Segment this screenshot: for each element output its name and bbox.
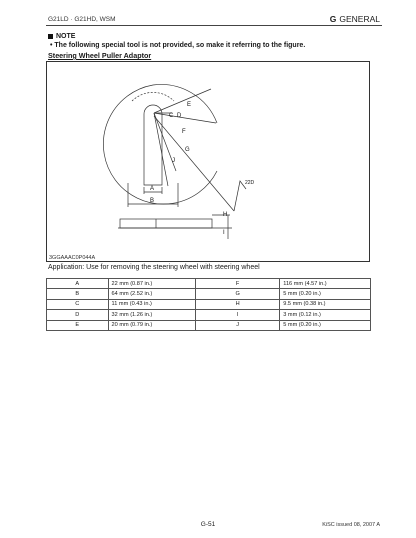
table-row bbox=[47, 299, 371, 309]
dim-value: 22 mm (0.87 in.) bbox=[108, 279, 195, 289]
application-text: Application: Use for removing the steering wheel with steering wheel bbox=[48, 264, 260, 271]
label-b: B bbox=[150, 198, 155, 204]
table-row bbox=[47, 320, 371, 330]
note-bullet bbox=[50, 42, 305, 49]
note-square-icon bbox=[48, 34, 53, 39]
dim-value: 20 mm (0.79 in.) bbox=[108, 320, 195, 330]
dim-key: G bbox=[196, 289, 280, 299]
note-title: NOTE bbox=[56, 33, 76, 40]
dim-value: 11 mm (0.43 in.) bbox=[108, 299, 195, 309]
table-row bbox=[47, 279, 371, 289]
dim-value: 3 mm (0.12 in.) bbox=[280, 310, 371, 320]
center-slot bbox=[144, 105, 162, 185]
dim-value: 32 mm (1.26 in.) bbox=[108, 310, 195, 320]
tool-title: Steering Wheel Puller Adaptor bbox=[48, 51, 152, 60]
figure-code: 3GGAAAC0P044A bbox=[49, 255, 96, 261]
header-rule bbox=[46, 25, 382, 26]
dim-value: 5 mm (0.20 in.) bbox=[280, 320, 371, 330]
dim-key: H bbox=[196, 299, 280, 309]
dim-value: 5 mm (0.20 in.) bbox=[280, 289, 371, 299]
label-j: J bbox=[172, 158, 175, 164]
dim-line-f bbox=[154, 113, 216, 123]
dim-value: 9.5 mm (0.38 in.) bbox=[280, 299, 371, 309]
bullet-dot-icon: • bbox=[50, 42, 53, 49]
dim-key: C bbox=[47, 299, 109, 309]
label-i: I bbox=[223, 230, 225, 236]
dim-key: E bbox=[47, 320, 109, 330]
label-h: H bbox=[223, 212, 228, 218]
dim-line-d bbox=[154, 116, 234, 211]
inner-radius-arc bbox=[132, 92, 174, 101]
section-name: GENERAL bbox=[339, 14, 380, 24]
label-f: F bbox=[182, 129, 186, 135]
label-a: A bbox=[150, 186, 155, 192]
dim-key: F bbox=[196, 279, 280, 289]
table-row bbox=[47, 289, 371, 299]
dim-key: D bbox=[47, 310, 109, 320]
manual-model-header: G21LD · G21HD, WSM bbox=[48, 16, 116, 23]
dimensions-table bbox=[46, 278, 371, 331]
side-view-plate bbox=[120, 219, 212, 228]
note-bullet-text: The following special tool is not provided, so make it referring to the figure. bbox=[54, 42, 306, 49]
page-number: G-51 bbox=[200, 521, 216, 528]
dim-key: A bbox=[47, 279, 109, 289]
label-c: C bbox=[169, 113, 174, 119]
dim-key: B bbox=[47, 289, 109, 299]
label-g: G bbox=[185, 147, 190, 153]
roughness-symbol-label: 22D bbox=[245, 180, 255, 186]
label-d: D bbox=[177, 113, 182, 119]
dim-key: J bbox=[196, 320, 280, 330]
label-e: E bbox=[187, 102, 192, 108]
section-letter: G bbox=[329, 14, 337, 24]
dim-key: I bbox=[196, 310, 280, 320]
dim-value: 64 mm (2.52 in.) bbox=[108, 289, 195, 299]
dim-value: 116 mm (4.57 in.) bbox=[280, 279, 371, 289]
issue-info: KiSC issued 08, 2007 A bbox=[322, 522, 380, 528]
table-row bbox=[47, 310, 371, 320]
steering-wheel-puller-adaptor-drawing bbox=[46, 61, 370, 262]
note-heading bbox=[48, 33, 75, 40]
section-header bbox=[330, 14, 380, 24]
